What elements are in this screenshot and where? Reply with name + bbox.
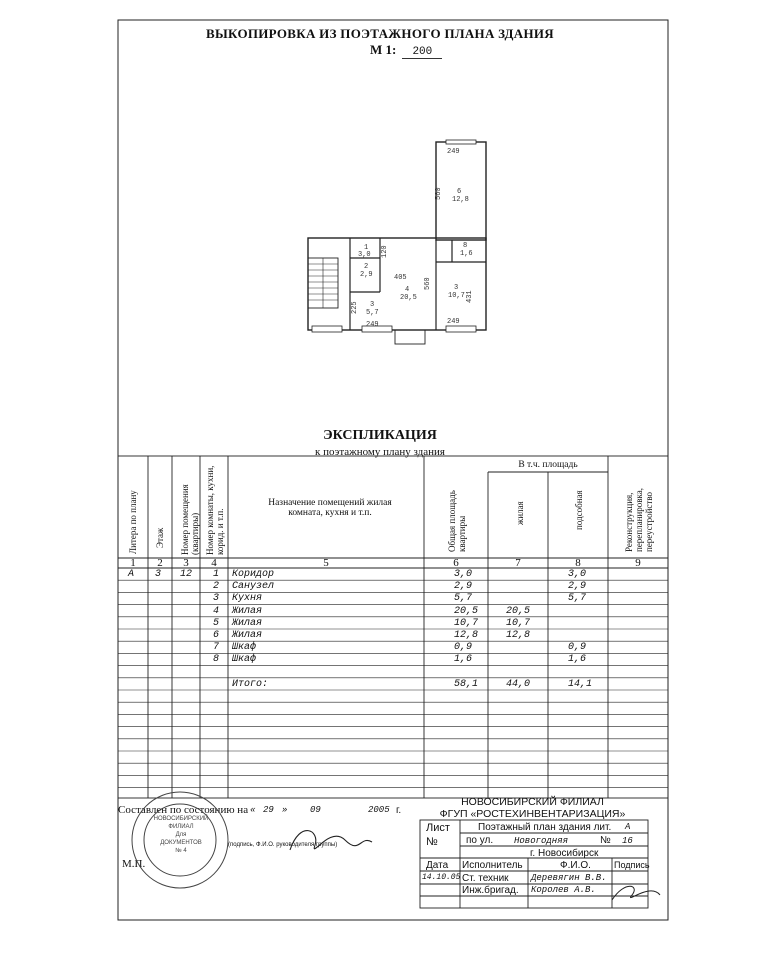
cell-litera: А [128,569,135,580]
cell-aux-area: 5,7 [568,593,587,605]
cell-living-area: 12,8 [506,630,531,641]
name-1: Деревягин В.В. [531,873,607,883]
header-area-group: В т.ч. площадь [518,460,578,470]
room-2-area: 2,9 [360,271,373,279]
room-1-number: 1 [364,244,369,252]
cell-aux-area: 2,9 [568,581,587,593]
header-litera: Литера по плану [128,490,138,554]
room-1-area: 3,0 [358,251,371,259]
org-line-2: ФГУП «РОСТЕХИНВЕНТАРИЗАЦИЯ» [439,808,626,820]
header-purpose: Назначение помещений жилая комната, кухня и т.п. [268,498,392,518]
quote-close: » [282,805,288,815]
room-6-number: 6 [457,188,462,196]
living-area-sum: 44,0 [506,678,531,690]
column-number: 1 [130,557,136,569]
cell-room-number: 2 [213,581,220,593]
cell-total-area: 20,5 [454,605,479,617]
cell-room-name: Жилая [232,630,263,641]
executor-label: Исполнитель [462,860,523,871]
dim-225: 225 [351,301,359,314]
column-number: 5 [323,557,329,569]
cell-room-name: Коридор [232,569,275,580]
role-2: Инж.бригад. [462,885,519,896]
scale-prefix: М 1: [370,42,397,57]
column-number: 2 [157,557,163,569]
sheet-label: Лист [426,822,450,834]
stamp-line-5: № 4 [175,848,187,854]
cell-floor: 3 [155,569,162,580]
total-label: Итого: [232,678,269,690]
cell-room-number: 4 [213,605,220,617]
composed-year: 2005 [368,805,390,815]
header-apartment: Номер помещения (квартиры) [180,484,200,555]
dim-560-lower: 560 [424,277,432,290]
explication-subtitle: к поэтажному плану здания [314,446,445,458]
cell-total-area: 3,0 [454,569,473,580]
room-4-area: 20,5 [400,294,417,302]
dim-249-right: 249 [447,318,460,326]
dim-431: 431 [466,290,474,303]
cell-room-number: 6 [213,630,220,641]
lit-value: А [625,822,631,832]
cell-aux-area: 0,9 [568,642,587,654]
cell-room-number: 8 [213,654,220,666]
org-line-1: НОВОСИБИРСКИЙ ФИЛИАЛ [461,796,604,808]
stamp-line-3: Для [175,832,187,838]
room-8-area: 1,6 [460,250,473,258]
cell-aux-area: 3,0 [568,569,587,580]
cell-apartment: 12 [180,569,193,580]
stamp-line-4: ДОКУМЕНТОВ [160,840,202,846]
stamp-text [146,815,216,855]
cell-room-name: Шкаф [232,654,257,666]
sheet-number-label: № [426,836,438,848]
stamp-line-1: НОВОСИБИРСКИЙ [153,816,209,822]
cell-room-number: 7 [213,642,220,654]
date-label: Дата [426,860,449,871]
street-name: Новогодняя [514,836,569,846]
city-name: г. Новосибирск [530,848,599,859]
column-number: 7 [515,557,521,569]
room-4-number: 4 [405,286,410,294]
signature-label: Подпись [614,860,650,870]
street-prefix: по ул. [466,835,494,846]
house-number: 16 [622,836,633,846]
signature-caption: (подпись, Ф.И.О. руководителя группы) [228,842,338,848]
header-reconstruction: Реконструкция, перепланировка, переустройство [624,488,654,552]
cell-room-number: 5 [213,617,220,629]
dim-249-left: 249 [366,321,379,329]
room-8-number: 8 [463,242,468,250]
cell-total-area: 0,9 [454,642,473,654]
cell-room-name: Кухня [232,593,263,605]
dim-120: 120 [381,245,389,258]
cell-total-area: 1,6 [454,654,473,666]
column-number: 4 [211,557,217,569]
cell-room-name: Шкаф [232,642,257,654]
name-2: Королев А.В. [531,885,596,895]
house-label: № [600,835,611,846]
header-floor: Этаж [155,527,165,548]
room-2-number: 2 [364,263,369,271]
signature-block [612,886,660,900]
room-3-number: 3 [370,301,375,309]
room-5-number: 3 [454,284,459,292]
quote-open: « [250,805,256,815]
column-number: 8 [575,557,581,569]
cell-room-name: Жилая [232,617,263,629]
dim-405: 405 [394,274,407,282]
page-title: ВЫКОПИРОВКА ИЗ ПОЭТАЖНОГО ПЛАНА ЗДАНИЯ [206,26,554,41]
year-suffix: г. [396,805,402,816]
header-room: Номер комнаты, кухни, корид. и т.п. [205,465,225,555]
header-living: жилая [515,501,525,525]
column-number: 6 [453,557,459,569]
column-number: 3 [183,557,189,569]
cell-room-number: 1 [213,569,220,580]
cell-aux-area: 1,6 [568,654,587,666]
mp-label: М.П. [122,858,146,870]
cell-total-area: 5,7 [454,593,473,605]
fio-label: Ф.И.О. [560,860,591,871]
signature-main [290,831,372,850]
cell-living-area: 20,5 [506,605,531,617]
scale-value: 200 [402,46,442,59]
aux-area-sum: 14,1 [568,678,593,690]
cell-total-area: 10,7 [454,617,479,629]
cell-room-name: Жилая [232,605,263,617]
cell-room-name: Санузел [232,581,275,593]
total-area-sum: 58,1 [454,678,479,690]
cell-total-area: 12,8 [454,630,479,641]
doc-name: Поэтажный план здания лит. [478,822,612,833]
room-5-area: 10,7 [448,292,465,300]
dim-249-top: 249 [447,148,460,156]
cell-total-area: 2,9 [454,581,473,593]
cell-room-number: 3 [213,593,220,605]
composed-label: Составлен по состоянию на [118,804,249,816]
composed-month: 09 [310,805,321,815]
room-6-area: 12,8 [452,196,469,204]
header-aux: подсобная [574,490,584,530]
stamp-line-2: ФИЛИАЛ [168,824,194,830]
role-1: Ст. техник [462,873,509,884]
header-total-area: Общая площадь квартиры [447,490,467,552]
room-3-area: 5,7 [366,309,379,317]
date-value: 14.10.05 [422,873,461,882]
dim-560-upper: 560 [435,187,443,200]
cell-living-area: 10,7 [506,617,531,629]
explication-title: ЭКСПЛИКАЦИЯ [323,428,437,443]
composed-day: 29 [263,805,274,815]
column-number: 9 [635,557,641,569]
